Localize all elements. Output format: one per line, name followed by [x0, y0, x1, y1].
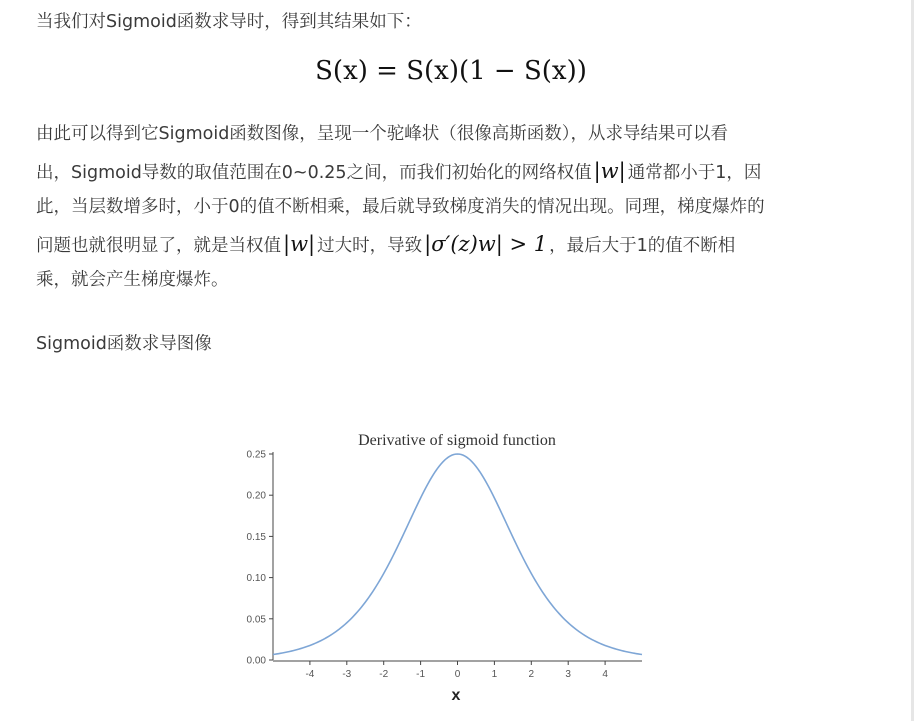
gradient-condition-math: |σ′(z)w| > 1 [424, 231, 548, 256]
x-tick-label: 1 [491, 669, 498, 680]
chart-series-line [273, 454, 642, 655]
paragraph-line-2 [36, 153, 872, 190]
paragraph-line-2-end: 通常都小于1，因 [627, 162, 762, 183]
paragraph-line-2-start: 出，Sigmoid导数的取值范围在0~0.25之间，而我们初始化的网络权值 [36, 162, 592, 183]
y-tick-label: 0.25 [246, 449, 266, 461]
y-tick-label: 0.15 [246, 531, 266, 543]
section-heading [36, 326, 872, 363]
section-title: Sigmoid函数求导图像 [36, 334, 212, 354]
x-axis-label: x [451, 687, 461, 704]
y-tick-label: 0.00 [246, 655, 266, 667]
paragraph-line-4-end: ，最后大于1的值不断相 [549, 235, 736, 256]
weight-abs-math-2: |w| [283, 231, 316, 256]
paragraph-line-5: 乘，就会产生梯度爆炸。 [36, 270, 229, 290]
paragraph-line-4 [36, 226, 872, 263]
x-tick-label: -4 [305, 669, 315, 680]
explanation-paragraph [36, 116, 872, 299]
chart-axes [247, 450, 642, 681]
paragraph-line-3: 此，当层数增多时，小于0的值不断相乘，最后就导致梯度消失的情况出现。同理，梯度爆炸的 [36, 197, 765, 217]
x-tick-label: 0 [454, 669, 461, 680]
x-tick-label: -3 [342, 669, 352, 680]
paragraph-line-4-mid: 过大时，导致 [317, 235, 423, 256]
paragraph-line-4-start: 问题也就很明显了，就是当权值 [36, 235, 281, 256]
x-tick-label: 4 [602, 669, 608, 680]
x-tick-label: -1 [416, 669, 426, 680]
paragraph-line-1: 由此可以得到它Sigmoid函数图像，呈现一个驼峰状（很像高斯函数），从求导结果可以看 [36, 124, 729, 144]
intro-paragraph [36, 4, 872, 41]
x-tick-label: -2 [379, 669, 389, 680]
display-formula: S(x) = S(x)(1 − S(x)) [315, 56, 587, 86]
x-tick-label: 2 [528, 669, 535, 680]
chart-title: Derivative of sigmoid function [358, 432, 556, 449]
y-tick-label: 0.20 [246, 490, 266, 502]
y-tick-label: 0.10 [246, 573, 266, 585]
x-tick-label: 3 [565, 669, 571, 680]
weight-abs-math: |w| [593, 158, 626, 183]
intro-text: 当我们对Sigmoid函数求导时，得到其结果如下： [36, 12, 422, 32]
y-tick-label: 0.05 [246, 614, 266, 626]
